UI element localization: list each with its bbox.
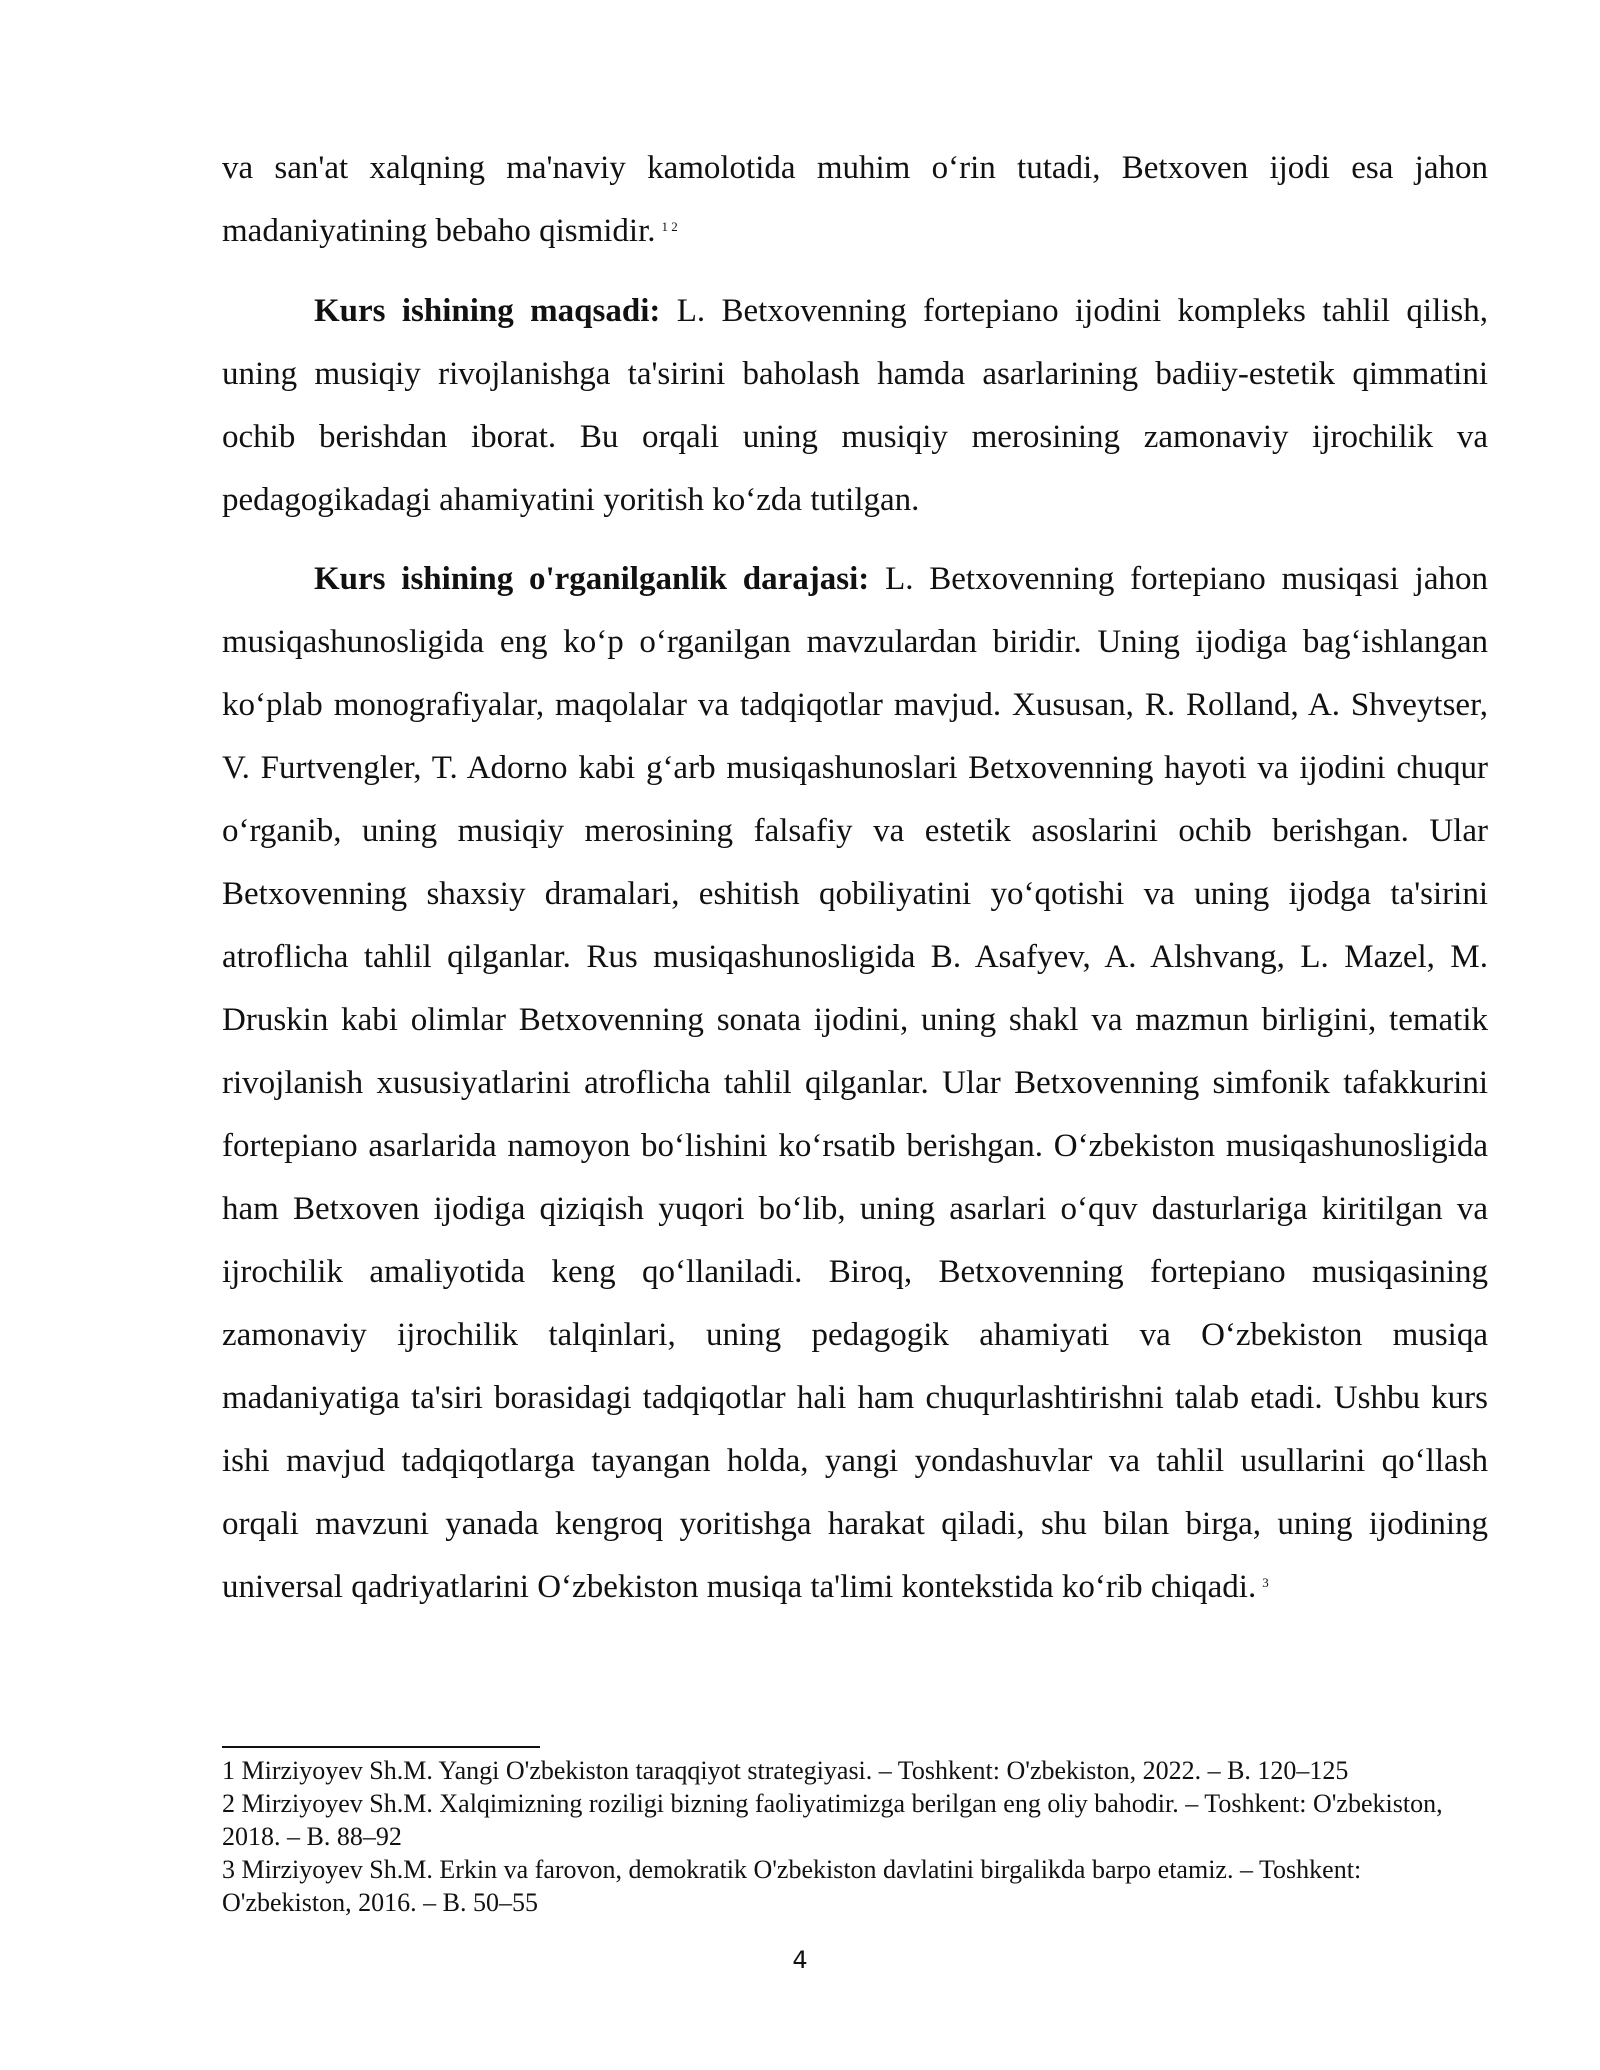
paragraph-goal — [222, 280, 1488, 532]
paragraph-intro-text: va san'at xalqning ma'naviy kamolotida muhim o‘rin tutadi, Betxoven ijodi esa jahon madaniyatining bebaho qismidir. — [222, 150, 1488, 249]
paragraph-goal-heading: Kurs ishining maqsadi: — [314, 293, 661, 329]
footnote-reference[interactable]: 3 — [1262, 1575, 1269, 1590]
footnote-reference[interactable]: 1 2 — [661, 219, 678, 234]
footnote-item: 3 Mirziyoyev Sh.M. Erkin va farovon, demokratik O'zbekiston davlatini birgalikda barpo etamiz. – Toshkent: O'zbekiston, 2016. – B. 50–55 — [222, 1855, 1362, 1917]
page-number: 4 — [792, 1946, 808, 1974]
paragraph-goal-text: L. Betxovenning fortepiano ijodini kompleks tahlil qilish, uning musiqiy rivojlanishga ta'sirini baholash hamda asarlarining badiiy-estetik qimmatini ochib berishdan iborat. Bu orqali uning musiqiy merosining zamonaviy ijrochilik va pedagogikadagi ahamiyatini yoritish ko‘zda tutilgan. — [222, 293, 1489, 518]
paragraph-study-level-heading: Kurs ishining o'rganilganlik darajasi: — [314, 561, 870, 597]
footnote-separator — [222, 1746, 540, 1748]
paragraph-intro — [222, 137, 1488, 263]
paragraph-study-level-text: L. Betxovenning fortepiano musiqasi jahon musiqashunosligida eng ko‘p o‘rganilgan mavzulardan biridir. Uning ijodiga bag‘ishlangan ko‘plab monografiyalar, maqolalar va tadqiqotlar mavjud. Xususan, R. Rolland, A. Shveytser, V. Furtvengler, T. Adorno kabi g‘arb musiqashunoslari Betxovenning hayoti va ijodini chuqur o‘rganib, uning musiqiy merosining falsafiy va estetik asoslarini ochib berishgan. Ular Betxovenning shaxsiy dramalari, eshitish qobiliyatini yo‘qotishi va uning ijodga ta'sirini atroflicha tahlil qilganlar. Rus musiqashunosligida B. Asafyev, A. Alshvang, L. Mazel, M. Druskin kabi olimlar Betxovenning sonata ijodini, uning shakl va mazmun birligini, tematik rivojlanish xususiyatlarini atroflicha tahlil qilganlar. Ular Betxovenning simfonik tafakkurini fortepiano asarlarida namoyon bo‘lishini ko‘rsatib berishgan. O‘zbekiston musiqashunosligida ham Betxoven ijodiga qiziqish yuqori bo‘lib, uning asarlari o‘quv dasturlariga kiritilgan va ijrochilik amaliyotida keng qo‘llaniladi. Biroq, Betxovenning fortepiano musiqasining zamonaviy ijrochilik talqinlari, uning pedagogik ahamiyati va O‘zbekiston musiqa madaniyatiga ta'siri borasidagi tadqiqotlar hali ham chuqurlashtirishni talab etadi. Ushbu kurs ishi mavjud tadqiqotlarga tayangan holda, yangi yondashuvlar va tahlil usullarini qo‘llash orqali mavzuni yanada kengroq yoritishga harakat qiladi, shu bilan birga, uning ijodining universal qadriyatlarini O‘zbekiston musiqa ta'limi kontekstida ko‘rib chiqadi. — [222, 561, 1488, 1605]
paragraph-study-level — [222, 548, 1488, 1619]
footnote-item: 1 Mirziyoyev Sh.M. Yangi O'zbekiston taraqqiyot strategiyasi. – Toshkent: O'zbekiston, 2022. – B. 120–125 — [222, 1756, 1349, 1785]
footnotes — [222, 1754, 1488, 1919]
footnote-item: 2 Mirziyoyev Sh.M. Xalqimizning roziligi bizning faoliyatimizga berilgan eng oliy bahodir. – Toshkent: O'zbekiston, 2018. – B. 88–92 — [222, 1789, 1443, 1851]
